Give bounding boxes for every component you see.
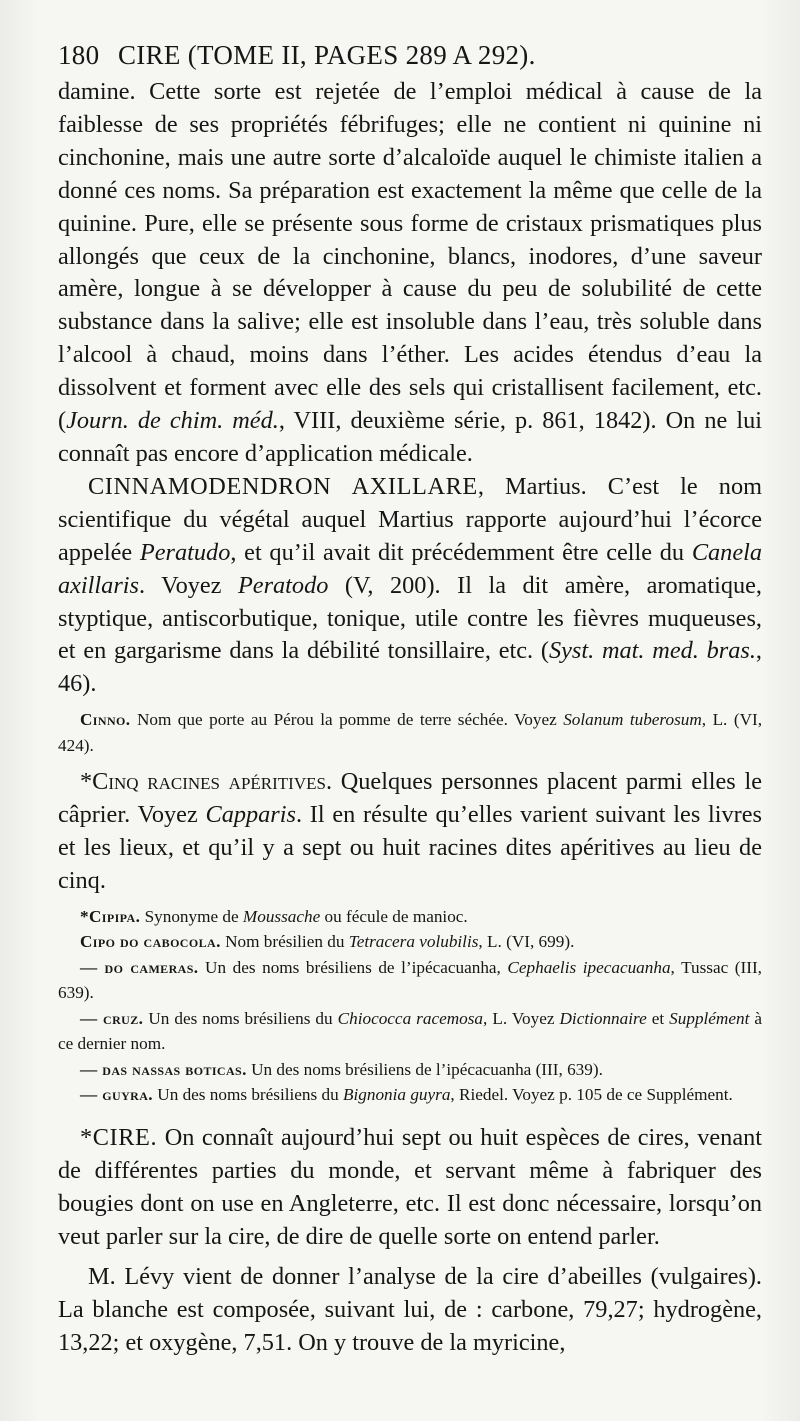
entry-cire: *CIRE. On connaît aujourd’hui sept ou huit espèces de cires, venant de différentes parties du monde, et servant même à fabriquer des bougies dont on use en Angleterre, etc. Il est donc nécessaire, lorsqu’on veut parler sur la cire, de dire de quelle sorte on entend parler. bbox=[58, 1123, 762, 1250]
entry-headword: Cipo do cabocola. bbox=[80, 932, 221, 952]
entry-cipo-guyra: — guyra. Un des noms brésiliens du Bignonia guyra, Riedel. Voyez p. 105 de ce Supplément. bbox=[80, 1085, 733, 1105]
page-number: 180 bbox=[58, 40, 100, 70]
entry-headword: Cinno. bbox=[80, 710, 131, 730]
entry-cipipa: *Cipipa. Synonyme de Moussache ou fécule de manioc. bbox=[80, 906, 468, 926]
entry-cipo-do-cabocola: Cipo do cabocola. Nom brésilien du Tetracera volubilis, L. (VI, 699). bbox=[80, 932, 575, 952]
entry-cipo-cruz: — cruz. Un des noms brésiliens du Chiococca racemosa, L. Voyez Dictionnaire et Supplément à ce dernier nom. bbox=[58, 1008, 763, 1054]
entry-headword: — do cameras. bbox=[80, 957, 199, 977]
entry-headword: *Cipipa. bbox=[80, 906, 141, 926]
entry-cipo-do-cameras: — do cameras. Un des noms brésiliens de l’ipécacuanha, Cephaelis ipecacuanha, Tussac (III, 639). bbox=[58, 957, 762, 1003]
entry-cinq-racines: *Cinq racines apéritives. Quelques personnes placent parmi elles le câprier. Voyez Capparis. Il en résulte qu’elles varient suivant les livres et les lieux, et qu’il y a sept ou huit racines dites apéritives au lieu de cinq. bbox=[58, 768, 762, 894]
entry-headword: — das nassas boticas. bbox=[80, 1059, 247, 1079]
running-head bbox=[58, 40, 762, 76]
paragraph-cire-analyse: M. Lévy vient de donner l’analyse de la cire d’abeilles (vulgaires). La blanche est composée, suivant lui, de : carbone, 79,27; hydrogène, 13,22; et oxygène, 7,51. On y trouve de la myricine, bbox=[58, 1263, 762, 1357]
entry-cinnamodendron: CINNAMODENDRON AXILLARE, Martius. C’est le nom scientifique du végétal auquel Martius rapporte aujourd’hui l’écorce appelée Peratudo, et qu’il avait dit précédemment être celle du Canela axillaris. Voyez Peratodo (V, 200). Il la dit amère, aromatique, styptique, antiscorbutique, tonique, utile contre les fièvres muqueuses, et en gargarisme dans la débilité tonsillaire, etc. (Syst. mat. med. bras., 46). bbox=[58, 472, 762, 698]
entry-cipo-das-nassas-boticas: — das nassas boticas. Un des noms brésiliens de l’ipécacuanha (III, 639). bbox=[80, 1059, 603, 1079]
entry-headword: — cruz. bbox=[80, 1008, 144, 1028]
entry-headword: *CIRE. bbox=[80, 1123, 158, 1151]
entry-headword: *Cinq racines apéritives. bbox=[80, 768, 333, 796]
entry-headword: CINNAMODENDRON AXILLARE bbox=[88, 472, 478, 500]
running-title: CIRE (TOME II, PAGES 289 A 292). bbox=[118, 40, 536, 70]
entry-cinno: Cinno. Nom que porte au Pérou la pomme de terre séchée. Voyez Solanum tuberosum, L. (VI, 424). bbox=[58, 710, 763, 755]
paragraph-quinidine-continued: damine. Cette sorte est rejetée de l’emploi médical à cause de la faiblesse de ses propriétés fébrifuges; elle ne contient ni quinine ni cinchonine, mais une autre sorte d’alcaloïde auquel le chimiste italien a donné ces noms. Sa préparation est exactement la même que celle de la quinine. Pure, elle se présente sous forme de cristaux prismatiques plus allongés que ceux de la cinchonine, blancs, inodores, d’une saveur amère, longue à se développer à cause du peu de solubilité de cette substance dans la salive; elle est insoluble dans l’eau, très soluble dans l’alcool à chaud, moins dans l’éther. Les acides étendus d’eau la dissolvent et forment avec elle des sels qui cristallisent facilement, etc. (Journ. de chim. méd., VIII, deuxième série, p. 861, 1842). On ne lui connaît pas encore d’application médicale. bbox=[58, 78, 762, 467]
entry-headword: — guyra. bbox=[80, 1085, 153, 1105]
